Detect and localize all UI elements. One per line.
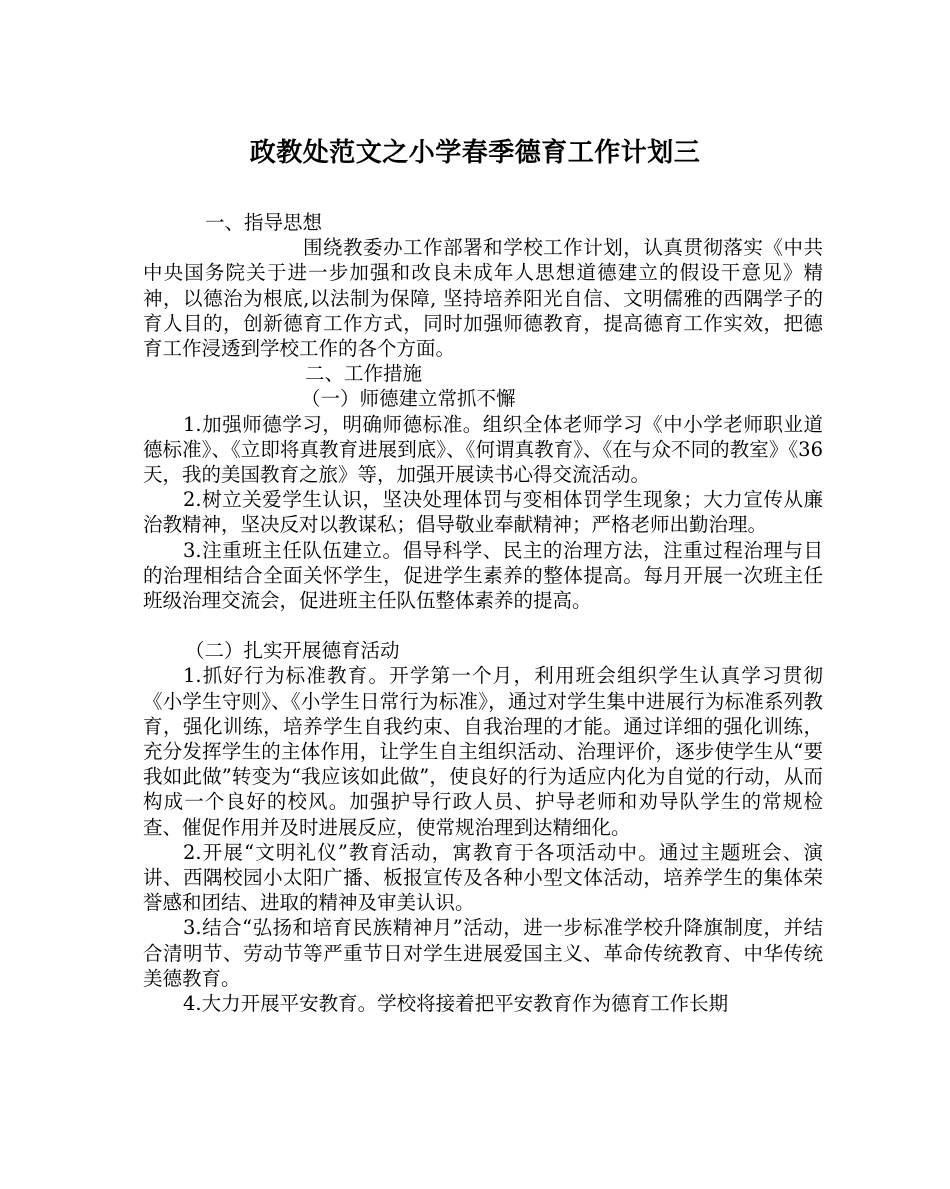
paragraph-activity-2: 2.开展“文明礼仪”教育活动，寓教育于各项活动中。通过主题班会、演讲、西隅校园小太阳广播、板报宣传及各种小型文体活动，培养学生的集体荣誉感和团结、进取的精神及审美认识。 bbox=[143, 840, 823, 915]
section-heading-work-measures: 二、工作措施 bbox=[305, 362, 423, 386]
document-body bbox=[143, 210, 823, 1016]
section-heading-guiding-thought: 一、指导思想 bbox=[205, 211, 323, 234]
paragraph-item-2: 2.树立关爱学生认识，坚决处理体罚与变相体罚学生现象；大力宣传从廉治教精神，坚决反对以教谋私；倡导敬业奉献精神；严格老师出勤治理。 bbox=[143, 488, 823, 537]
blank-line bbox=[143, 613, 823, 638]
paragraph-activity-4: 4.大力开展平安教育。学校将接着把平安教育作为德育工作长期 bbox=[183, 992, 729, 1016]
subsection-heading-teacher-ethics: （一）师德建立常抓不懈 bbox=[301, 387, 516, 411]
paragraph-item-3: 3.注重班主任队伍建立。倡导科学、民主的治理方法，注重过程治理与目的治理相结合全面关怀学生，促进学生素养的整体提高。每月开展一次班主任班级治理交流会，促进班主任队伍整体素养的提高。 bbox=[143, 538, 823, 613]
paragraph-activity-1: 1.抓好行为标准教育。开学第一个月，利用班会组织学生认真学习贯彻《小学生守则》、《小学生日常行为标准》，通过对学生集中进展行为标准系列教育，强化训练，培养学生自我约束、自我治理的才能。通过详细的强化训练，充分发挥学生的主体作用，让学生自主组织活动、治理评价，逐步使学生从“要我如此做”转变为“我应该如此做”，使良好的行为适应内化为自觉的行动，从而构成一个良好的校风。加强护导行政人员、护导老师和劝导队学生的常规检查、催促作用并及时进展反应，使常规治理到达精细化。 bbox=[143, 664, 823, 839]
paragraph-activity-3: 3.结合“弘扬和培育民族精神月”活动，进一步标准学校升降旗制度，并结合清明节、劳动节等严重节日对学生进展爱国主义、革命传统教育、中华传统美德教育。 bbox=[143, 916, 823, 990]
document-title: 政教处范文之小学春季德育工作计划三 bbox=[249, 138, 701, 168]
paragraph-guiding-thought: 围绕教委办工作部署和学校工作计划，认真贯彻落实《中共中央国务院关于进一步加强和改良未成年人思想道德建立的假设干意见》精神，以德治为根底,以法制为保障, 坚持培养阳光自信、文明儒雅的西隅学子的育人目的，创新德育工作方式，同时加强师德教育，提高德育工作实效，把德育工作浸透到学校工作的各个方面。 bbox=[143, 236, 823, 361]
paragraph-item-1: 1.加强师德学习，明确师德标准。组织全体老师学习《中小学老师职业道德标准》、《立即将真教育进展到底》、《何谓真教育》、《在与众不同的教室》《36天，我的美国教育之旅》等，加强开展读书心得交流活动。 bbox=[143, 412, 823, 487]
subsection-heading-moral-activities: （二）扎实开展德育活动 bbox=[185, 639, 400, 663]
